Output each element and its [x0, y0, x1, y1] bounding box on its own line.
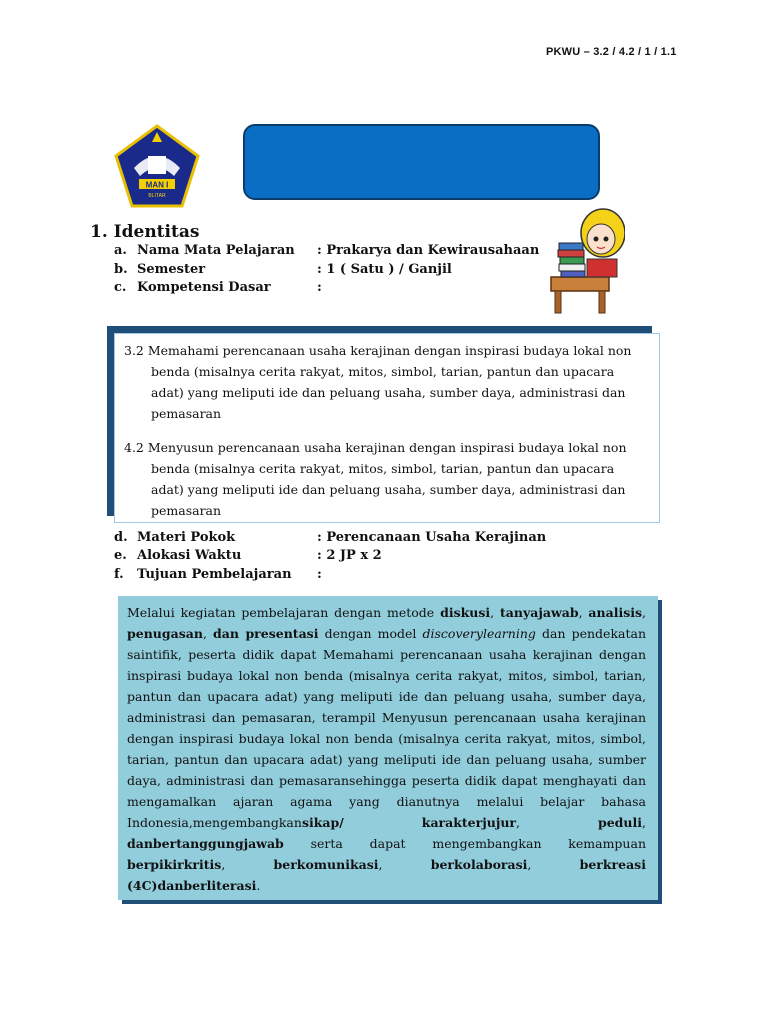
- kompetensi-dasar-box: [114, 333, 660, 523]
- document-code: PKWU – 3.2 / 4.2 / 1 / 1.1: [546, 46, 677, 58]
- student-illustration: [545, 207, 625, 317]
- tujuan-text: Melalui kegiatan pembelajaran dengan metode diskusi, tanyajawab, analisis, penugasan, dan presentasi dengan model discoverylearning dan pendekatan saintifik, peserta didik dapat Memahami perencanaan usaha kerajinan dengan inspirasi budaya lokal non benda (misalnya cerita rakyat, mitos, simbol, tarian, pantun dan upacara adat) yang meliputi ide dan peluang usaha, sumber daya, administrasi dan pemasaran, terampil Menyusun perencanaan usaha kerajinan dengan inspirasi budaya lokal non benda (misalnya cerita rakyat, mitos, simbol, tarian, pantun dan upacara adat) yang meliputi ide dan peluang usaha, sumber daya, administrasi dan pemasaransehingga peserta didik dapat menghayati dan mengamalkan ajaran agama yang dianutnya melalui belajar bahasa Indonesia,mengembangkansikap/ karakterjujur, peduli, danbertanggungjawab serta dapat mengembangkan kemampuan berpikirkritis, berkomunikasi, berkolaborasi, berkreasi (4C)danberliterasi.: [127, 605, 647, 893]
- logo-text: MAN I: [145, 180, 169, 190]
- logo-subtext: BLITAR: [148, 193, 166, 199]
- kd-item-3-2: 3.2 Memahami perencanaan usaha kerajinan dengan inspirasi budaya lokal non benda (misalnya cerita rakyat, mitos, simbol, tarian, pantun dan upacara adat) yang meliputi ide dan peluang usaha, sumber daya, administrasi dan pemasaran: [124, 343, 632, 421]
- tujuan-pembelajaran-box: [118, 596, 658, 900]
- title-banner: [243, 124, 600, 200]
- section-title: 1. Identitas: [90, 222, 200, 242]
- kd-item-4-2: 4.2 Menyusun perencanaan usaha kerajinan dengan inspirasi budaya lokal non benda (misalnya cerita rakyat, mitos, simbol, tarian, pantun dan upacara adat) yang meliputi ide dan peluang usaha, sumber daya, administrasi dan pemasaran: [124, 440, 627, 518]
- school-logo: [114, 124, 200, 208]
